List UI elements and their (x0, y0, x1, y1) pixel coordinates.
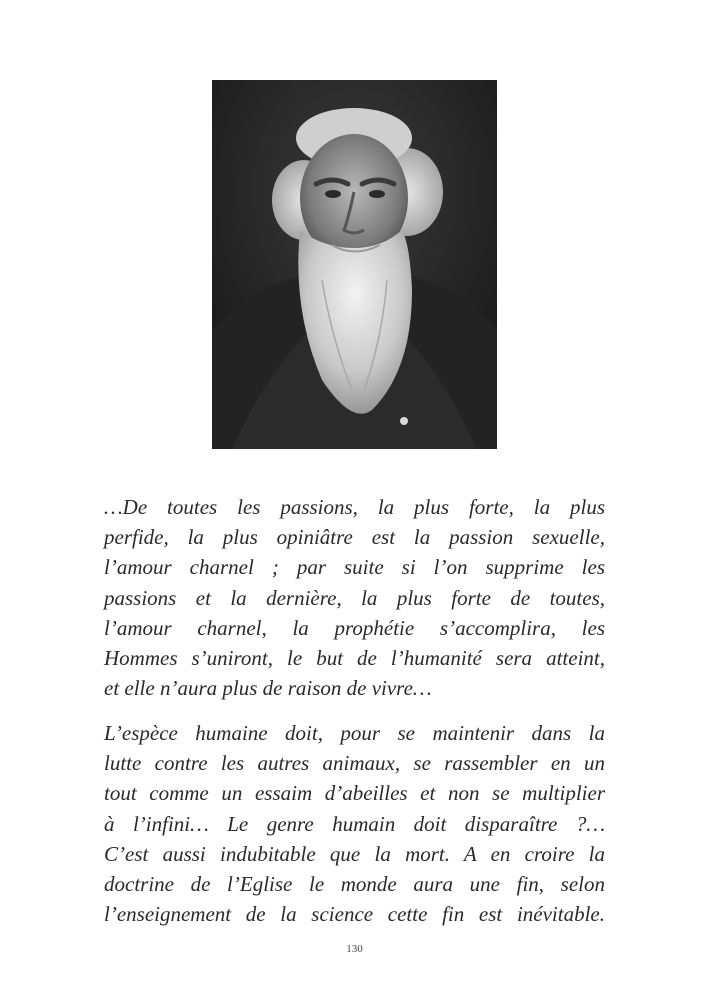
paragraph-line: à l’infini… Le genre humain doit disparaître ?… (104, 811, 605, 836)
paragraph-line: l’amour charnel, la prophétie s’accomplira, les (104, 615, 605, 640)
paragraph-line: L’espèce humaine doit, pour se maintenir dans la (104, 721, 605, 745)
paragraph-line: perfide, la plus opiniâtre est la passion sexuelle, (104, 525, 605, 550)
portrait-photo (212, 80, 497, 449)
portrait-illustration (212, 80, 497, 449)
page-number: 130 (346, 943, 363, 955)
paragraph-line: doctrine de l’Eglise le monde aura une fin, selon (104, 872, 605, 897)
paragraph-line: …De toutes les passions, la plus forte, la plus (104, 495, 605, 519)
paragraph-line: l’enseignement de la science cette fin est inévitable. (104, 902, 605, 927)
paragraph-line: lutte contre les autres animaux, se rassembler en un (104, 751, 605, 776)
paragraph-2 (104, 718, 605, 929)
paragraph-line: C’est aussi indubitable que la mort. A en croire la (104, 841, 605, 866)
paragraph-line: et elle n’aura plus de raison de vivre… (104, 676, 432, 701)
paragraph-line: passions et la dernière, la plus forte de toutes, (104, 585, 605, 610)
paragraph-line: l’amour charnel ; par suite si l’on supprime les (104, 555, 605, 580)
paragraph-1 (104, 492, 605, 703)
paragraph-line: Hommes s’uniront, le but de l’humanité sera atteint, (104, 646, 605, 671)
paragraph-line: tout comme un essaim d’abeilles et non se multiplier (104, 781, 605, 806)
